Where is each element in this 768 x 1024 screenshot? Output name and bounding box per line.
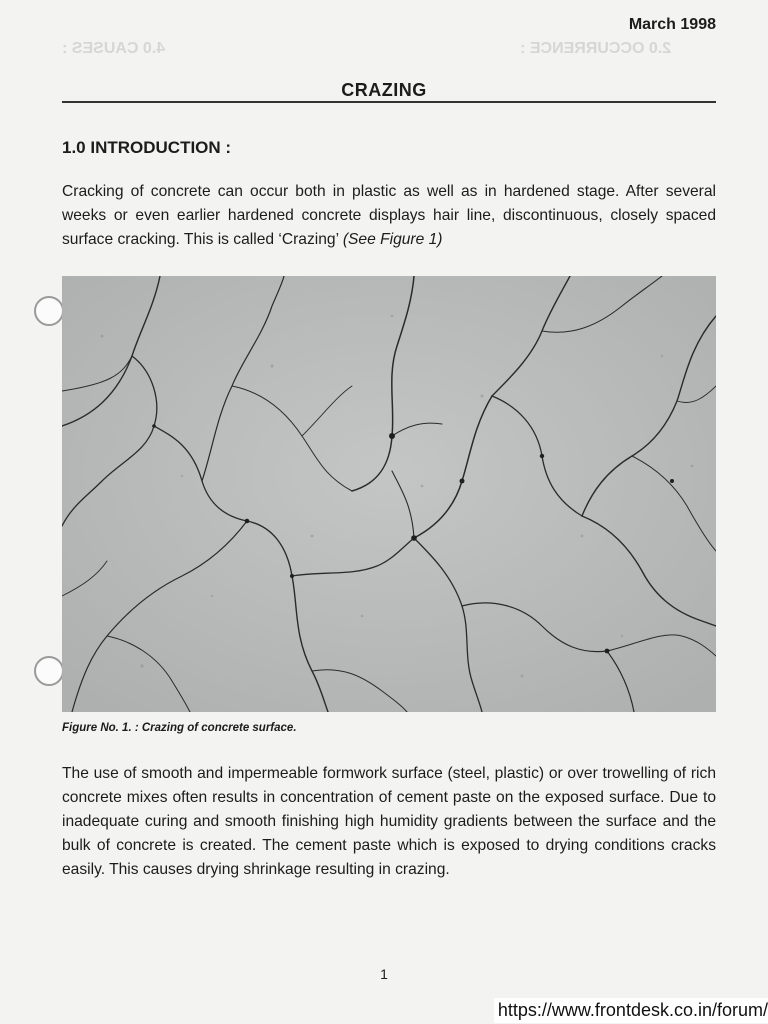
section-heading: 1.0 INTRODUCTION : (62, 138, 232, 157)
intro-paragraph (62, 180, 716, 252)
crazing-photo (62, 276, 716, 712)
binder-hole-top (34, 296, 64, 326)
body-paragraph: The use of smooth and impermeable formwork surface (steel, plastic) or over trowelling of rich concrete mixes often results in concentration of cement paste on the exposed surface. Due to inadequate curing and smooth finishing high humidity gradients between the surface and the bulk of concrete is created. The cement paste which is exposed to drying conditions cracks easily. This causes drying shrinkage resulting in crazing. (62, 765, 716, 878)
bleed-through-heading-right: 2.0 OCCURRENCE : (520, 40, 672, 57)
document-date: March 1998 (628, 16, 716, 33)
intro-text: Cracking of concrete can occur both in plastic as well as in hardened stage. After several weeks or even earlier hardened concrete displays hair line, discontinuous, closely spaced surface cracking. This is called ‘Crazing’ (62, 183, 716, 248)
bleed-through-heading-left: 4.0 CAUSES : (62, 40, 166, 57)
source-url-link[interactable]: https://www.frontdesk.co.in/forum/ (494, 998, 768, 1023)
crazing-photo-image (62, 276, 716, 712)
document-title: CRAZING (341, 80, 427, 100)
figure-caption: Figure No. 1. : Crazing of concrete surface. (62, 722, 297, 734)
binder-hole-bottom (34, 656, 64, 686)
title-rule (62, 101, 716, 103)
figure-reference: (See Figure 1) (342, 231, 443, 248)
page-number: 1 (380, 966, 388, 982)
